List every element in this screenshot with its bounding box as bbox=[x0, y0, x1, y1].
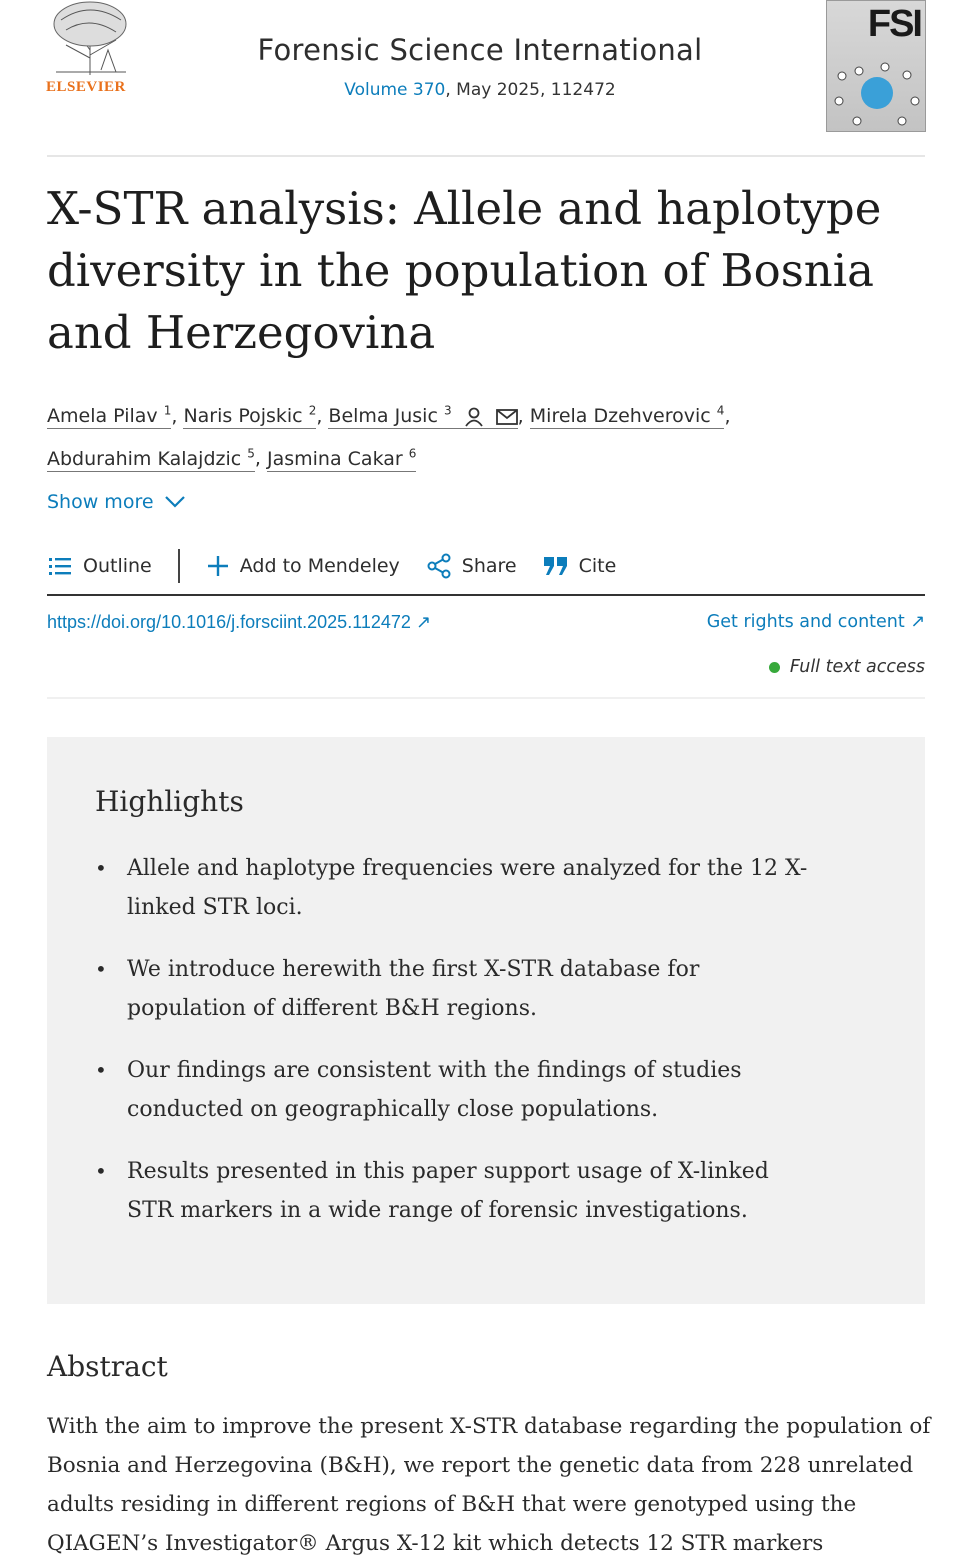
cite-label: Cite bbox=[578, 555, 617, 577]
highlight-item: • Allele and haplotype frequencies were analyzed for the 12 X-linked STR loci. bbox=[95, 849, 815, 927]
corresponding-author-icon bbox=[464, 407, 484, 427]
toolbar-divider bbox=[47, 594, 925, 596]
doi-link[interactable]: https://doi.org/10.1016/j.forsciint.2025.112472 ↗ bbox=[47, 612, 432, 632]
highlights-list bbox=[95, 849, 815, 1253]
access-status-dot-icon bbox=[769, 662, 780, 673]
share-icon bbox=[426, 553, 452, 579]
author-link[interactable]: Abdurahim Kalajdzic $^5$ bbox=[47, 446, 255, 470]
highlight-item: • Results presented in this paper support usage of X-linked STR markers in a wide range of forensic investigations. bbox=[95, 1152, 815, 1230]
author-link[interactable]: Naris Pojskic $^2$ bbox=[183, 404, 317, 428]
volume-link[interactable]: Volume 370 bbox=[344, 80, 446, 100]
highlights-heading: Highlights bbox=[95, 785, 244, 818]
share-button[interactable] bbox=[426, 553, 517, 579]
author-link[interactable]: Amela Pilav $^1$ bbox=[47, 404, 172, 428]
journal-title[interactable]: Forensic Science International bbox=[257, 33, 703, 67]
issue-info: , May 2025, 112472 bbox=[445, 80, 616, 100]
author-list: Amela Pilav $^1$, Naris Pojskic $^2$, Belma Jusic $^3$ , Mirela Dzehverovic $^4$, Abdurahim Kalajdzic $^5$, Jasmina Cakar $^6$ bbox=[47, 404, 731, 470]
abstract-heading: Abstract bbox=[47, 1350, 168, 1383]
journal-cover-image[interactable] bbox=[826, 0, 926, 132]
list-icon bbox=[47, 555, 73, 577]
full-text-access-status: Full text access bbox=[769, 657, 925, 677]
cite-button[interactable] bbox=[543, 555, 617, 577]
toolbar-separator bbox=[178, 549, 180, 583]
author-link[interactable]: Jasmina Cakar $^6$ bbox=[267, 446, 417, 470]
meta-divider bbox=[47, 697, 925, 699]
outline-button[interactable] bbox=[47, 555, 152, 577]
show-more-button[interactable] bbox=[47, 491, 186, 513]
article-title: X-STR analysis: Allele and haplotype diversity in the population of Bosnia and Herzegovina bbox=[47, 182, 882, 359]
show-more-label: Show more bbox=[47, 491, 154, 513]
share-label: Share bbox=[461, 555, 517, 577]
quote-icon bbox=[543, 555, 569, 577]
journal-header bbox=[0, 0, 964, 150]
get-rights-link[interactable]: Get rights and content ↗ bbox=[706, 612, 925, 632]
mendeley-label: Add to Mendeley bbox=[239, 555, 400, 577]
author-link[interactable]: Mirela Dzehverovic $^4$ bbox=[529, 404, 725, 428]
external-link-icon: ↗ bbox=[910, 612, 925, 632]
abstract-text: With the aim to improve the present X-STR database regarding the population of Bosnia and Herzegovina (B&H), we report the genetic data from 228 unrelated adults residing in different regions of B&H that were genotyped using the QIAGEN’s Investigator® Argus X-12 kit which detects 12 STR markers bbox=[47, 1414, 931, 1556]
article-toolbar bbox=[47, 546, 925, 586]
external-link-icon: ↗ bbox=[415, 612, 432, 632]
email-icon bbox=[496, 408, 518, 426]
header-divider bbox=[47, 155, 925, 157]
highlight-item: • We introduce herewith the first X-STR database for population of different B&H regions. bbox=[95, 950, 815, 1028]
plus-icon bbox=[206, 554, 230, 578]
chevron-down-icon bbox=[164, 495, 186, 509]
highlight-item: • Our findings are consistent with the findings of studies conducted on geographically close populations. bbox=[95, 1051, 815, 1129]
add-to-mendeley-button[interactable] bbox=[206, 554, 400, 578]
cover-fsi-label: FSI bbox=[867, 3, 921, 45]
outline-label: Outline bbox=[83, 555, 152, 577]
author-link[interactable]: Belma Jusic $^3$ bbox=[328, 405, 517, 429]
highlights-box bbox=[47, 737, 925, 1304]
journal-meta bbox=[200, 80, 760, 100]
elsevier-wordmark: ELSEVIER bbox=[46, 79, 126, 95]
